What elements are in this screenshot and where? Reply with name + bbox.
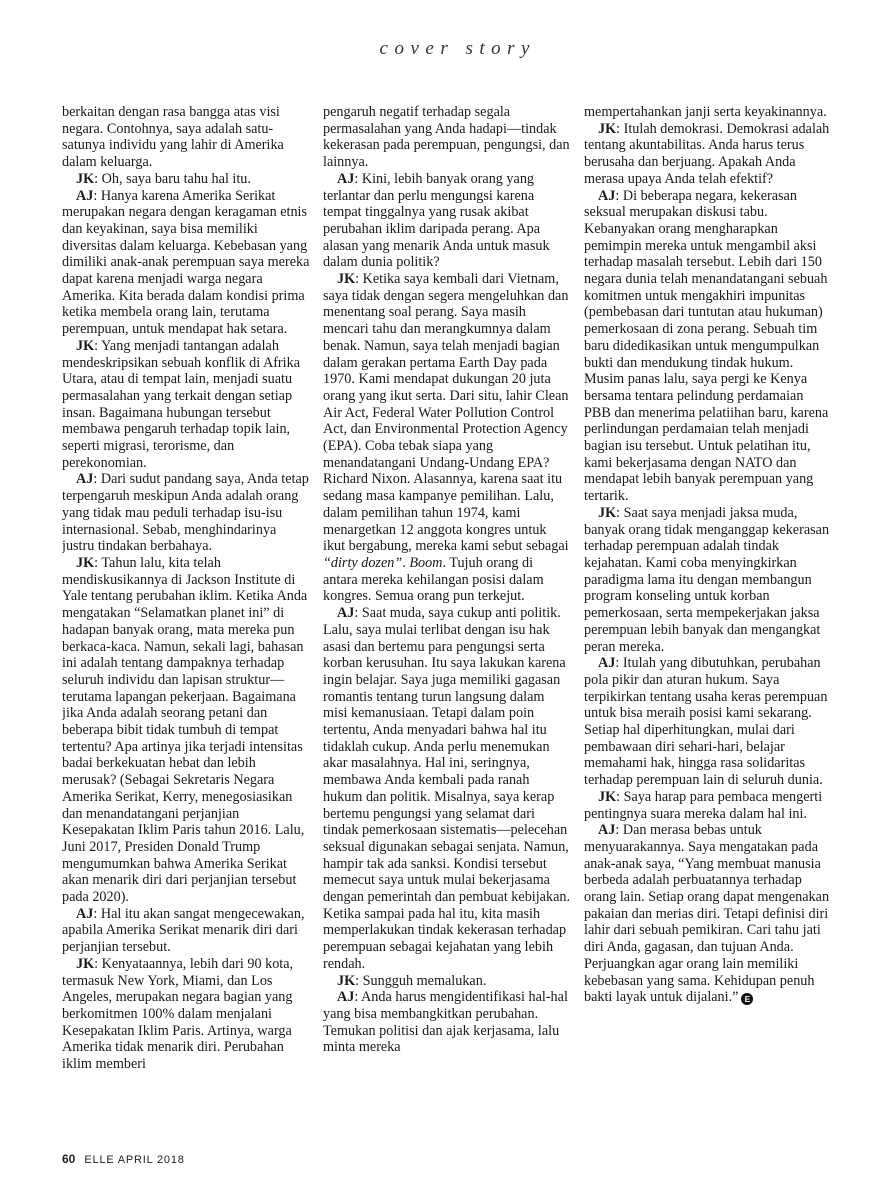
- interview-paragraph: [584, 789, 832, 822]
- paragraph-text: : Dan merasa bebas untuk menyuarakannya. Saya mengatakan pada anak-anak saya, “Yang membuat manusia berbeda adalah perbuatannya terhadap orang lain. Setiap orang dapat mengenakan pakaian dan merias diri. Tetapi definisi diri lahir dari sebuah pemikiran. Cari tahu jati diri Anda, gagasan, dan tujuan Anda. Perjuangkan agar orang lain memiliki kebebasan yang sama. Kehidupan penuh bakti layak untuk dijalani.”: [584, 822, 830, 1006]
- paragraph-text: : Sungguh memalukan.: [355, 972, 487, 989]
- text-column-1: [62, 104, 310, 1129]
- paragraph-text: : Saat muda, saya cukup anti politik. Lalu, saya mulai terlibat dengan isu hak asasi dan bertemu para pengungsi serta korban kerusuhan. Itu saya lakukan karena ingin belajar. Saya juga memiliki gagasan romantis tentang turun langsung dalam misi kemanusiaan. Tetapi dalam poin tertentu, Anda menyadari bahwa hal itu tidaklah cukup. Anda perlu menemukan akar masalahnya. Hal ini, seringnya, membawa Anda kembali pada ranah hukum dan politik. Misalnya, saya kerap bertemu pengungsi yang selamat dari tindak pemerkosaan sistematis—pelecehan seksual digunakan sebagai senjata. Namun, hampir tak ada sanksi. Kondisi tersebut memecut saya untuk mulai bekerjasama dengan pemerintah dan pembuat kebijakan. Ketika sampai pada hal itu, kita masih memperlakukan tindak kekerasan terhadap perempuan sebagai kejahatan yang lebih rendah.: [323, 605, 571, 972]
- paragraph-text: : Dari sudut pandang saya, Anda tetap terpengaruh meskipun Anda adalah orang yang tidak mau peduli terhadap isu-isu internasional. Sebab, menghindarinya justru tindakan berbahaya.: [62, 471, 309, 555]
- interview-paragraph: [323, 973, 571, 990]
- paragraph-text: : Kini, lebih banyak orang yang terlantar dan perlu mengungsi karena tempat tinggalnya yang rusak akibat perubahan iklim daripada perang. Apa alasan yang menarik Anda untuk masuk dalam dunia politik?: [323, 170, 550, 271]
- paragraph-text: : Anda harus mengidentifikasi hal-hal yang bisa membangkitkan perubahan. Temukan politisi dan ajak kerjasama, lalu minta mereka: [323, 989, 568, 1056]
- paragraph-text: : Hal itu akan sangat mengecewakan, apabila Amerika Serikat menarik diri dari perjanjian tersebut.: [62, 905, 305, 956]
- text-column-3: [584, 104, 832, 1129]
- end-mark-icon: E: [741, 993, 753, 1005]
- paragraph-text: : Yang menjadi tantangan adalah mendeskripsikan sebuah konflik di Afrika Utara, atau di tempat lain, menjadi suatu permasalahan yang terkait dengan setiap insan. Bagaimana hubungan tersebut membawa pengaruh terhadap topik lain, seperti migrasi, terorisme, dan perekonomian.: [62, 337, 300, 471]
- paragraph-text: : Saya harap para pembaca mengerti pentingnya suara mereka dalam hal ini.: [584, 788, 823, 822]
- interview-paragraph: [62, 338, 310, 472]
- speaker-initials: AJ: [337, 170, 355, 187]
- section-header: cover story: [379, 38, 536, 59]
- speaker-initials: AJ: [76, 471, 94, 488]
- paragraph-text: : Itulah yang dibutuhkan, perubahan pola pikir dan aturan hukum. Saya terpikirkan tentang usaha keras perempuan untuk bisa meraih posisi kami sekarang. Setiap hal diperhitungkan, mulai dari pembawaan diri sehari-hari, belajar memahami hak, hingga rasa solidaritas terhadap perempuan lain di seluruh dunia.: [584, 655, 828, 789]
- continued-paragraph: [584, 104, 832, 121]
- page-footer: [62, 1152, 185, 1166]
- paragraph-text: pengaruh negatif terhadap segala permasalahan yang Anda hadapi—tindak kekerasan pada perempuan, pengungsi, dan lainnya.: [323, 104, 570, 171]
- speaker-initials: JK: [598, 120, 617, 137]
- speaker-initials: JK: [337, 972, 356, 989]
- interview-paragraph: [584, 822, 832, 1006]
- speaker-initials: AJ: [598, 187, 616, 204]
- article-body: [62, 104, 832, 1129]
- paragraph-text: . Tujuh orang di antara mereka kehilangan posisi dalam kongres. Semua orang pun terkejut.: [323, 554, 544, 605]
- speaker-initials: AJ: [598, 655, 616, 672]
- interview-paragraph: [62, 906, 310, 956]
- italic-text: “dirty dozen”: [323, 554, 403, 571]
- paragraph-text: : Kenyataannya, lebih dari 90 kota, termasuk New York, Miami, dan Los Angeles, merupakan negara bagian yang berkomitmen 100% dalam menjalani Kesepakatan Iklim Paris. Artinya, warga Amerika tidak menarik diri. Perubahan iklim memberi: [62, 955, 294, 1073]
- magazine-issue: ELLE APRIL 2018: [84, 1154, 185, 1166]
- interview-paragraph: [62, 171, 310, 188]
- italic-text: Boom: [409, 554, 443, 571]
- speaker-initials: AJ: [598, 822, 616, 839]
- paragraph-text: : Di beberapa negara, kekerasan seksual merupakan diskusi tabu. Kebanyakan orang mengharapkan pemimpin mereka untuk mengambil aksi terhadap masalah tersebut. Lebih dari 150 negara dunia telah menandatangani sebuah komitmen untuk mengakhiri impunitas (pembebasan dari tuntutan atau hukuman) pemerkosaan di zona perang. Sebuah tim baru didedikasikan untuk mengumpulkan bukti dan mendukung tindak hukum. Musim panas lalu, saya pergi ke Kenya bersama tentara pelindung perdamaian PBB dan menerima pelatiihan baru, karena perlindungan perdamaian telah menjadi bagian isu tersebut. Untuk pelatihan itu, kami bekerjasama dengan NATO dan mendapat lebih banyak perempuan yang tertarik.: [584, 187, 829, 505]
- interview-paragraph: [584, 505, 832, 655]
- interview-paragraph: [323, 989, 571, 1056]
- paragraph-text: : Itulah demokrasi. Demokrasi adalah tentang akuntabilitas. Anda harus terus berusaha dan berjuang. Apakah Anda merasa upaya Anda telah efektif?: [584, 120, 830, 187]
- paragraph-text: : Saat saya menjadi jaksa muda, banyak orang tidak menganggap kekerasan terhadap perempuan adalah tindak kejahatan. Kami coba menyingkirkan paradigma lama itu dengan membangun program konseling untuk korban pemerkosaan, serta mempekerjakan jaksa perempuan lebih banyak dan mengangkat peran mereka.: [584, 504, 830, 655]
- paragraph-text: : Hanya karena Amerika Serikat merupakan negara dengan keragaman etnis dan keyakinan, saya bisa memiliki diversitas dalam keluarga. Kebebasan yang dimiliki anak-anak perempuan saya mereka dapat karena menjadi warga negara Amerika. Kita berada dalam kondisi prima ketika membela orang lain, terutama perempuan, untuk mendapat hak setara.: [62, 187, 310, 338]
- paragraph-text: mempertahankan janji serta keyakinannya.: [584, 104, 827, 120]
- speaker-initials: JK: [76, 170, 95, 187]
- speaker-initials: JK: [76, 337, 95, 354]
- interview-paragraph: [62, 471, 310, 555]
- paragraph-text: : Ketika saya kembali dari Vietnam, saya tidak dengan segera mengeluhkan dan menentang soal perang. Saya masih mencari tahu dan merangkumnya dalam benak. Namun, saya telah menjadi bagian dalam gerakan pertama Earth Day pada 1970. Kami mendapat dukungan 20 juta orang yang ikut serta. Dari situ, lahir Clean Air Act, Federal Water Pollution Control Act, dan Environmental Protection Agency (EPA). Coba tebak siapa yang menandatangani Undang-Undang EPA? Richard Nixon. Alasannya, karena saat itu sedang masa kampanye pemilihan. Lalu, dalam pemilihan tahun 1974, kami menargetkan 12 anggota kongres untuk ikut bergabung, mereka kami sebut sebagai: [323, 271, 569, 555]
- text-column-2: [323, 104, 571, 1129]
- paragraph-text: : Oh, saya baru tahu hal itu.: [94, 170, 251, 187]
- speaker-initials: AJ: [76, 187, 94, 204]
- paragraph-text: .: [402, 554, 406, 571]
- speaker-initials: JK: [76, 955, 95, 972]
- speaker-initials: AJ: [337, 605, 355, 622]
- speaker-initials: JK: [337, 271, 356, 288]
- interview-paragraph: [323, 271, 571, 605]
- interview-paragraph: [584, 121, 832, 188]
- interview-paragraph: [584, 655, 832, 789]
- speaker-initials: AJ: [337, 989, 355, 1006]
- interview-paragraph: [62, 555, 310, 906]
- page-number: 60: [62, 1152, 76, 1166]
- speaker-initials: JK: [76, 554, 95, 571]
- speaker-initials: AJ: [76, 905, 94, 922]
- interview-paragraph: [323, 605, 571, 972]
- interview-paragraph: [584, 188, 832, 505]
- interview-paragraph: [62, 956, 310, 1073]
- speaker-initials: JK: [598, 504, 617, 521]
- continued-paragraph: [323, 104, 571, 171]
- continued-paragraph: [62, 104, 310, 171]
- interview-paragraph: [323, 171, 571, 271]
- paragraph-text: berkaitan dengan rasa bangga atas visi negara. Contohnya, saya adalah satu-satunya individu yang lahir di Amerika dalam keluarga.: [62, 104, 284, 171]
- interview-paragraph: [62, 188, 310, 338]
- speaker-initials: JK: [598, 788, 617, 805]
- paragraph-text: : Tahun lalu, kita telah mendiskusikannya di Jackson Institute di Yale tentang perubahan iklim. Ketika Anda mengatakan “Selamatkan planet ini” di hadapan banyak orang, mata mereka pun berkaca-kaca. Namun, sekali lagi, bahasan ini adalah tentang dampaknya terhadap seluruh individu dan lapisan struktur—terutama lapangan pekerjaan. Bagaimana jika Anda adalah seorang petani dan beberapa bibit tidak tumbuh di tempat tertentu? Apa artinya jika terjadi intensitas badai berkekuatan hebat dan lebih merusak? (Sebagai Sekretaris Negara Amerika Serikat, Kerry, menegosiasikan dan menandatangani perjanjian Kesepakatan Iklim Paris tahun 2016. Lalu, Juni 2017, Presiden Donald Trump mengumumkan bahwa Amerika Serikat akan menarik diri dari perjanjian tersebut pada 2020).: [62, 554, 308, 906]
